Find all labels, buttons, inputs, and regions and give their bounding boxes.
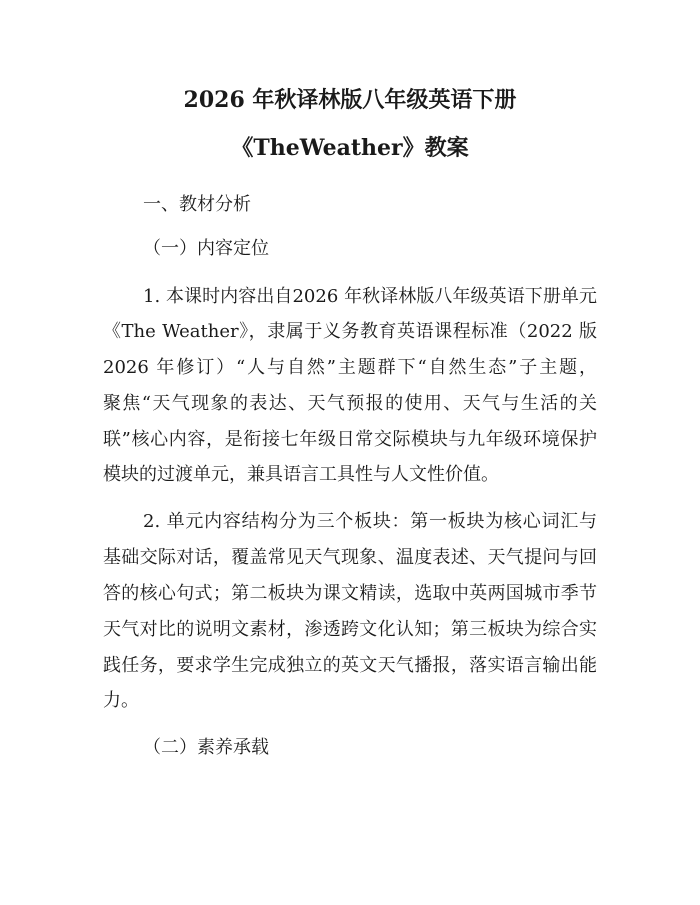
subsection-heading-content-positioning: （一）内容定位	[143, 238, 269, 259]
subsection-heading-literacy: （二）素养承载	[143, 737, 269, 758]
paragraph-line: 《The Weather》，隶属于义务教育英语课程标准（2022 版	[103, 321, 597, 342]
paragraph-line: 联”核心内容，是衔接七年级日常交际模块与九年级环境保护	[103, 429, 597, 450]
paragraph-line: 力。	[103, 690, 139, 711]
paragraph-line: 践任务，要求学生完成独立的英文天气播报，落实语言输出能	[103, 655, 597, 676]
paragraph-line: 2026 年修订）“人与自然”主题群下“自然生态”子主题，	[103, 357, 597, 378]
paragraph-line: 答的核心句式；第二板块为课文精读，选取中英两国城市季节	[103, 583, 597, 604]
paragraph-line: 基础交际对话，覆盖常见天气现象、温度表述、天气提问与回	[103, 547, 597, 568]
paragraph-line: 聚焦“天气现象的表达、天气预报的使用、天气与生活的关	[103, 393, 597, 414]
paragraph-line: 天气对比的说明文素材，渗透跨文化认知；第三板块为综合实	[103, 619, 597, 640]
section-heading-textbook-analysis: 一、教材分析	[143, 194, 251, 215]
document-title-line1: 2026 年秋译林版八年级英语下册	[183, 87, 517, 113]
paragraph-line: 2. 单元内容结构分为三个板块：第一板块为核心词汇与	[143, 511, 597, 532]
paragraph-line: 模块的过渡单元，兼具语言工具性与人文性价值。	[103, 464, 499, 485]
paragraph-line: 1. 本课时内容出自2026 年秋译林版八年级英语下册单元	[143, 286, 597, 307]
document-title-line2: 《TheWeather》教案	[231, 135, 469, 161]
